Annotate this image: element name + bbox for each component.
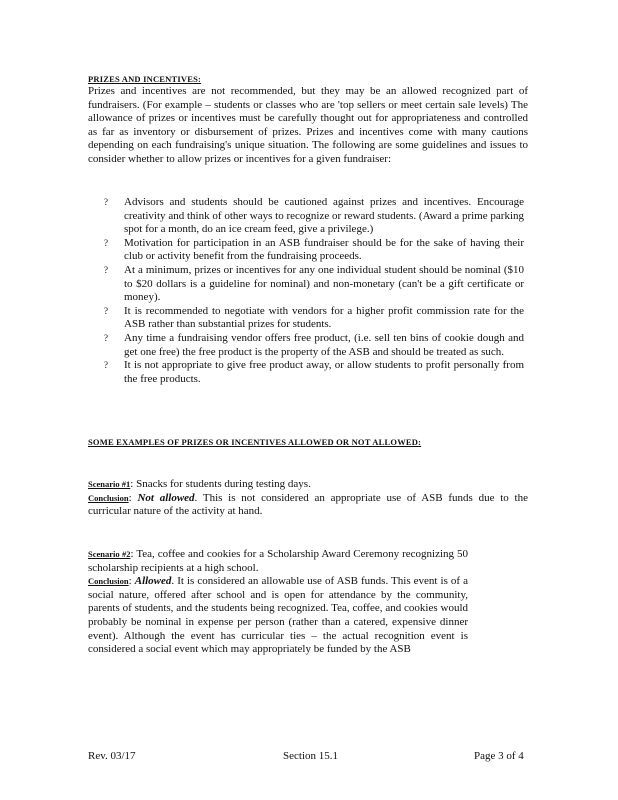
colon-text: : (128, 491, 138, 504)
conclusion-label: Conclusion (88, 492, 129, 503)
bullet-icon: ? (104, 264, 108, 275)
scenario-label: Scenario #1 (88, 479, 131, 489)
scenario-2 (88, 548, 468, 657)
scenario-label: Scenario #2 (88, 549, 131, 559)
list-item (104, 237, 524, 264)
bullet-text: At a minimum, prizes or incentives for any one individual student should be nominal ($10 to $20 dollars is a guideline for nominal) and non-monetary (can't be a gift certificate or money). (124, 263, 524, 304)
bullet-text: Advisors and students should be cautioned against prizes and incentives. Encourage creativity and think of other ways to recognize or reward students. (Award a prime parking spot for a month, do an ice cream feed, give a privilege.) (124, 196, 524, 236)
verdict-text: Not allowed (137, 491, 195, 504)
explanation-text: . This is not considered an appropriate use of ASB funds due to the curricular nature of the activity at hand. (88, 491, 528, 518)
section-heading-examples: SOME EXAMPLES OF PRIZES OR INCENTIVES ALLOWED OR NOT ALLOWED: (88, 437, 422, 447)
bullet-icon: ? (104, 332, 108, 343)
footer-page-number: Page 3 of 4 (474, 750, 524, 762)
bullet-text: Motivation for participation in an ASB fundraiser should be for the sake of having their club or activity benefit from the fundraising proceeds. (124, 236, 524, 263)
bullet-text: It is not appropriate to give free product away, or allow students to profit personally from the free products. (124, 359, 524, 385)
list-item (104, 305, 524, 332)
footer-section: Section 15.1 (283, 750, 338, 762)
section-heading-prizes: PRIZES AND INCENTIVES: (88, 74, 202, 84)
bullet-icon: ? (104, 197, 108, 207)
scenario-text: : Tea, coffee and cookies for a Scholarship Award Ceremony recognizing 50 scholarship recipients at a high school. (88, 548, 468, 574)
colon-text: : (128, 575, 135, 588)
intro-paragraph: Prizes and incentives are not recommended, but they may be an allowed recognized part of fundraisers. (For example – students or classes who are 'top sellers or meet certain sale levels) The allowance of prizes or incentives must be carefully thought out for appropriateness and controlled as far as inventory or disbursement of prizes. Prizes and incentives come with many cautions depending on each fundraising's unique situation. The following are some guidelines and issues to consider whether to allow prizes or incentives for a given fundraiser: (88, 85, 528, 165)
list-item (104, 196, 524, 237)
bullet-text: Any time a fundraising vendor offers free product, (i.e. sell ten bins of cookie dough and get one free) the free product is the property of the ASB and should be treated as such. (124, 331, 524, 358)
scenario-1 (88, 478, 528, 519)
bullet-icon: ? (104, 305, 108, 316)
footer-revision: Rev. 03/17 (88, 750, 136, 762)
verdict-text: Allowed (134, 575, 172, 588)
bullet-text: It is recommended to negotiate with vendors for a higher profit commission rate for the ASB rather than substantial prizes for students. (124, 304, 524, 331)
bullet-icon: ? (104, 237, 108, 248)
scenario-text: : Snacks for students during testing days. (130, 478, 311, 490)
conclusion-label: Conclusion (88, 576, 129, 587)
list-item (104, 264, 524, 305)
bullet-icon: ? (104, 360, 108, 371)
list-item (104, 332, 524, 359)
explanation-text: . It is considered an allowable use of ASB funds. This event is of a social nature, offered after school and is open for attendance by the community, parents of students, and the students being recognized. Tea, coffee, and cookies would probably be nominal in expense per person (rather than a catered, expensive dinner event). Although the event has curricular ties – the actual recognition event is considered a social event which may appropriately be funded by the ASB (88, 575, 469, 656)
list-item (104, 359, 524, 386)
guidelines-list (104, 196, 524, 386)
